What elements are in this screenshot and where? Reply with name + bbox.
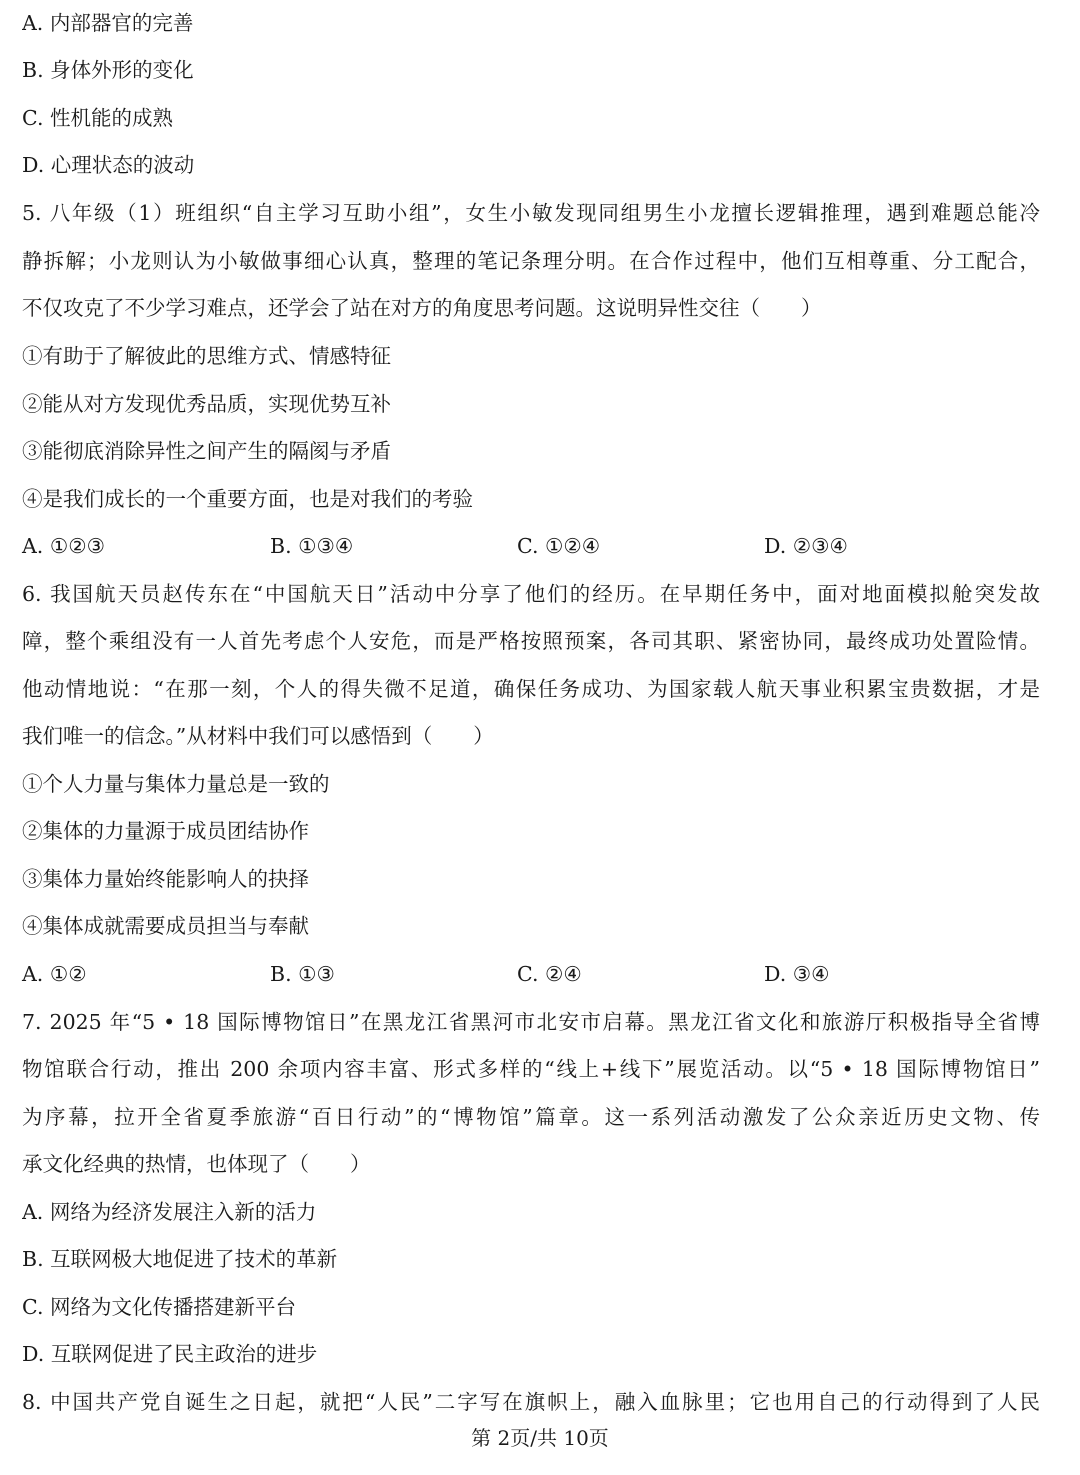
q6-stem-line: 障，整个乘组没有一人首先考虑个人安危，而是严格按照预案，各司其职、紧密协同，最终成功处置险情。 bbox=[22, 629, 1040, 653]
q5-choice-d: D. ②③④ bbox=[764, 534, 848, 558]
q4-option-a: A. 内部器官的完善 bbox=[22, 11, 194, 35]
q5-stem-line: 不仅攻克了不少学习难点，还学会了站在对方的角度思考问题。这说明异性交往（ ） bbox=[22, 296, 822, 320]
q7-option-c: C. 网络为文化传播搭建新平台 bbox=[22, 1295, 296, 1319]
q6-statement: ④集体成就需要成员担当与奉献 bbox=[22, 914, 309, 938]
q6-choice-d: D. ③④ bbox=[764, 962, 830, 986]
q7-stem-line: 7. 2025 年“5 • 18 国际博物馆日”在黑龙江省黑河市北安市启幕。黑龙江省文化和旅游厅积极指导全省博 bbox=[22, 1010, 1040, 1034]
q5-choices bbox=[22, 532, 1022, 560]
q6-stem-line: 他动情地说：“在那一刻，个人的得失微不足道，确保任务成功、为国家载人航天事业积累宝贵数据，才是 bbox=[22, 677, 1040, 701]
q6-stem-line: 6. 我国航天员赵传东在“中国航天日”活动中分享了他们的经历。在早期任务中，面对地面模拟舱突发故 bbox=[22, 582, 1040, 606]
q6-stem-line: 我们唯一的信念。”从材料中我们可以感悟到（ ） bbox=[22, 724, 494, 748]
q5-choice-c: C. ①②④ bbox=[517, 534, 601, 558]
q7-option-d: D. 互联网促进了民主政治的进步 bbox=[22, 1342, 318, 1366]
q6-statement: ③集体力量始终能影响人的抉择 bbox=[22, 867, 309, 891]
q5-statement: ③能彻底消除异性之间产生的隔阂与矛盾 bbox=[22, 439, 391, 463]
q7-stem-line: 为序幕，拉开全省夏季旅游“百日行动”的“博物馆”篇章。这一系列活动激发了公众亲近历史文物、传 bbox=[22, 1105, 1040, 1129]
q4-option-b: B. 身体外形的变化 bbox=[22, 58, 194, 82]
q8-stem-line: 8. 中国共产党自诞生之日起，就把“人民”二字写在旗帜上，融入血脉里；它也用自己的行动得到了人民 bbox=[22, 1390, 1040, 1414]
q6-statement: ②集体的力量源于成员团结协作 bbox=[22, 819, 309, 843]
q7-stem-line: 物馆联合行动，推出 200 余项内容丰富、形式多样的“线上+线下”展览活动。以“5 • 18 国际博物馆日” bbox=[22, 1057, 1040, 1081]
q5-choice-b: B. ①③④ bbox=[270, 534, 354, 558]
q6-choices bbox=[22, 960, 1022, 988]
q5-statement: ②能从对方发现优秀品质，实现优势互补 bbox=[22, 392, 391, 416]
q5-statement: ④是我们成长的一个重要方面，也是对我们的考验 bbox=[22, 487, 473, 511]
q6-choice-a: A. ①② bbox=[22, 962, 87, 986]
q5-choice-a: A. ①②③ bbox=[22, 534, 105, 558]
q4-option-d: D. 心理状态的波动 bbox=[22, 153, 195, 177]
q4-option-c: C. 性机能的成熟 bbox=[22, 106, 173, 130]
q6-choice-b: B. ①③ bbox=[270, 962, 335, 986]
q6-choice-c: C. ②④ bbox=[517, 962, 582, 986]
page-number-footer: 第 2页/共 10页 bbox=[471, 1426, 609, 1450]
q7-option-a: A. 网络为经济发展注入新的活力 bbox=[22, 1200, 317, 1224]
q7-stem-line: 承文化经典的热情，也体现了（ ） bbox=[22, 1152, 371, 1176]
q7-option-b: B. 互联网极大地促进了技术的革新 bbox=[22, 1247, 338, 1271]
q5-stem-line: 静拆解；小龙则认为小敏做事细心认真，整理的笔记条理分明。在合作过程中，他们互相尊重、分工配合， bbox=[22, 249, 1040, 273]
q5-statement: ①有助于了解彼此的思维方式、情感特征 bbox=[22, 344, 391, 368]
q5-stem-line: 5. 八年级（1）班组织“自主学习互助小组”，女生小敏发现同组男生小龙擅长逻辑推理，遇到难题总能冷 bbox=[22, 201, 1040, 225]
q6-statement: ①个人力量与集体力量总是一致的 bbox=[22, 772, 330, 796]
